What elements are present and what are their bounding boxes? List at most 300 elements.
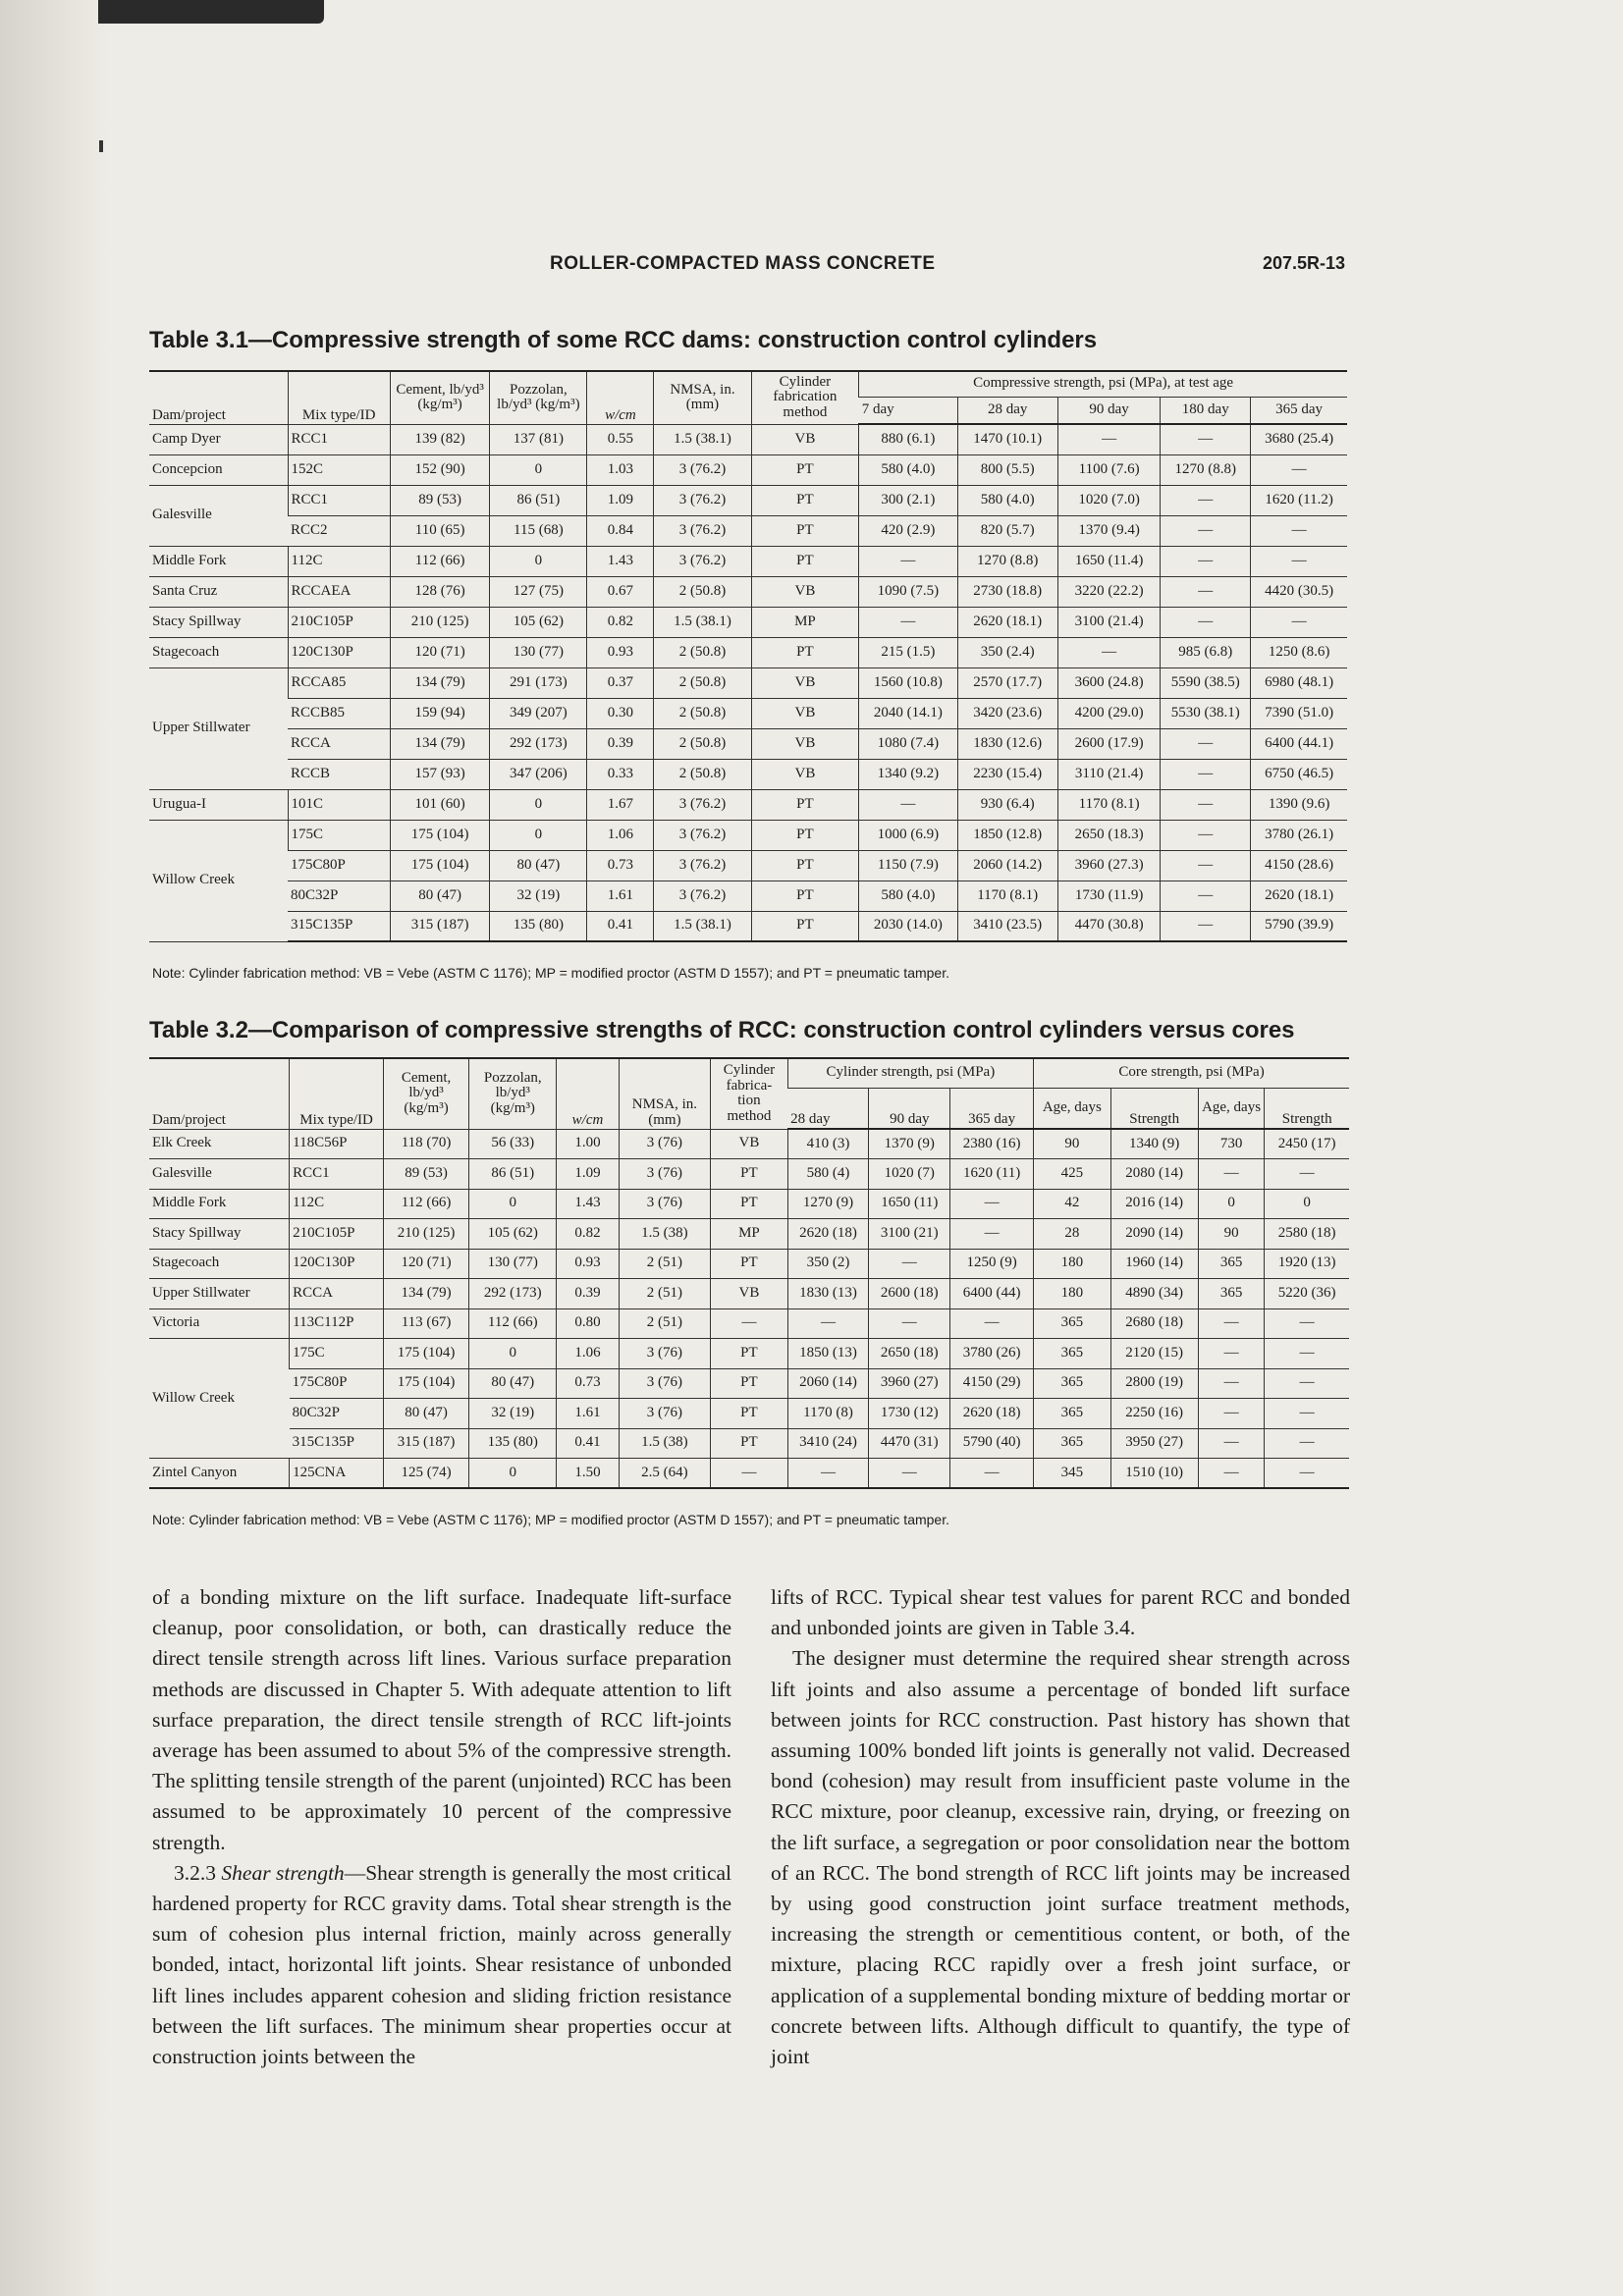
table-cell: 0.73 <box>557 1368 619 1399</box>
table-3-2-note: Note: Cylinder fabrication method: VB = Vebe (ASTM C 1176); MP = modified proctor (ASTM D 1557); and PT = pneumatic tamper. <box>152 1512 949 1527</box>
table-cell: — <box>1265 1339 1349 1369</box>
table-cell: 80C32P <box>288 881 390 911</box>
table-cell: 3600 (24.8) <box>1057 667 1160 698</box>
header-method: Cylinder fabrica- tion method <box>711 1058 787 1129</box>
table-cell: — <box>1265 1459 1349 1489</box>
table-cell: — <box>1161 820 1251 850</box>
table-cell: — <box>787 1308 869 1339</box>
table-cell: — <box>711 1308 787 1339</box>
table-row <box>149 1219 1349 1250</box>
header-method: Cylinder fabrication method <box>751 371 859 424</box>
cell-project: Camp Dyer <box>149 424 288 454</box>
table-3-1-caption: Table 3.1—Compressive strength of some RCC dams: construction control cylinders <box>149 327 1098 353</box>
table-cell: 127 (75) <box>490 576 587 607</box>
cell-project: Galesville <box>149 1159 290 1190</box>
table-cell: 1.61 <box>587 881 654 911</box>
table-cell: 2680 (18) <box>1110 1308 1198 1339</box>
table-row <box>149 1399 1349 1429</box>
header-7day: 7 day <box>859 397 957 424</box>
table-cell: 101 (60) <box>390 789 489 820</box>
table-cell: VB <box>751 667 859 698</box>
table-cell: 4200 (29.0) <box>1057 698 1160 728</box>
table-cell: RCCA <box>288 728 390 759</box>
table-cell: 112C <box>288 546 390 576</box>
table-cell: MP <box>751 607 859 637</box>
table-cell: 0.30 <box>587 698 654 728</box>
table-cell: 3410 (23.5) <box>957 911 1057 941</box>
table-cell: 2800 (19) <box>1110 1368 1198 1399</box>
header-core-age-2: Age, days <box>1198 1088 1265 1129</box>
table-cell: — <box>1198 1159 1265 1190</box>
table-cell: 800 (5.5) <box>957 454 1057 485</box>
table-cell: 0.73 <box>587 850 654 881</box>
table-cell: 125 (74) <box>384 1459 469 1489</box>
table-cell: 210 (125) <box>390 607 489 637</box>
table-cell: 2 (50.8) <box>654 728 751 759</box>
table-cell: — <box>1198 1368 1265 1399</box>
table-cell: 1510 (10) <box>1110 1459 1198 1489</box>
table-cell: 292 (173) <box>469 1279 557 1309</box>
table-cell: 3420 (23.6) <box>957 698 1057 728</box>
table-row <box>149 789 1347 820</box>
table-cell: 0 <box>469 1189 557 1219</box>
table-cell: 1020 (7.0) <box>1057 485 1160 515</box>
table-cell: 139 (82) <box>390 424 489 454</box>
table-cell: 120C130P <box>288 637 390 667</box>
table-cell: 175C80P <box>290 1368 384 1399</box>
cell-project: Willow Creek <box>149 1339 290 1459</box>
table-cell: 2 (51) <box>619 1279 711 1309</box>
table-cell: 1.43 <box>587 546 654 576</box>
table-cell: 1.5 (38.1) <box>654 607 751 637</box>
table-cell: 5220 (36) <box>1265 1279 1349 1309</box>
table-cell: 135 (80) <box>490 911 587 941</box>
table-cell: — <box>869 1249 950 1279</box>
cell-project: Stagecoach <box>149 1249 290 1279</box>
table-cell: 7390 (51.0) <box>1251 698 1347 728</box>
table-cell: 113C112P <box>290 1308 384 1339</box>
table-row <box>149 1159 1349 1190</box>
table-cell: 4150 (28.6) <box>1251 850 1347 881</box>
table-cell: — <box>1198 1399 1265 1429</box>
table-row <box>149 454 1347 485</box>
header-pozzolan: Pozzolan, lb/yd³ (kg/m³) <box>469 1058 557 1129</box>
table-cell: 2600 (17.9) <box>1057 728 1160 759</box>
table-cell: VB <box>751 698 859 728</box>
cell-project: Zintel Canyon <box>149 1459 290 1489</box>
table-row <box>149 667 1347 698</box>
table-cell: 0.82 <box>557 1219 619 1250</box>
table-cell: — <box>859 607 957 637</box>
table-cell: 3 (76) <box>619 1339 711 1369</box>
table-cell: 56 (33) <box>469 1129 557 1159</box>
table-row <box>149 759 1347 789</box>
table-cell: 730 <box>1198 1129 1265 1159</box>
table-cell: PT <box>711 1368 787 1399</box>
cell-project: Victoria <box>149 1308 290 1339</box>
table-cell: 3780 (26.1) <box>1251 820 1347 850</box>
table-cell: — <box>869 1308 950 1339</box>
table-cell: PT <box>711 1189 787 1219</box>
table-cell: PT <box>751 637 859 667</box>
table-cell: 2650 (18.3) <box>1057 820 1160 850</box>
table-cell: 0.84 <box>587 515 654 546</box>
paragraph: of a bonding mixture on the lift surface. Inadequate lift-surface cleanup, poor consolidation, or both, can drastically reduce the direct tensile strength across lift lines. Various surface preparation methods are discussed in Chapter 5. With adequate attention to lift surface preparation, the direct tensile strength of RCC lift-joints average has been assumed to about 5% of the compressive strength. The splitting tensile strength of the parent (unjointed) RCC has been assumed to be approximately 10 percent of the compressive strength. <box>152 1585 731 1854</box>
table-cell: VB <box>751 424 859 454</box>
table-cell: 3220 (22.2) <box>1057 576 1160 607</box>
table-cell: — <box>950 1459 1034 1489</box>
table-cell: 80 (47) <box>490 850 587 881</box>
header-365day: 365 day <box>950 1088 1034 1129</box>
table-cell: 0 <box>469 1339 557 1369</box>
header-180day: 180 day <box>1161 397 1251 424</box>
table-cell: 180 <box>1034 1249 1110 1279</box>
page-number: 207.5R-13 <box>1263 253 1346 273</box>
header-cylinder-group: Cylinder strength, psi (MPa) <box>787 1058 1033 1088</box>
table-cell: 1.5 (38.1) <box>654 424 751 454</box>
table-cell: 1830 (12.6) <box>957 728 1057 759</box>
table-cell: 134 (79) <box>384 1279 469 1309</box>
table-cell: 0.37 <box>587 667 654 698</box>
table-cell: 0.67 <box>587 576 654 607</box>
table-cell: 0 <box>490 454 587 485</box>
table-cell: 210C105P <box>290 1219 384 1250</box>
header-mix-type: Mix type/ID <box>288 371 390 424</box>
table-cell: — <box>859 546 957 576</box>
table-cell: 1470 (10.1) <box>957 424 1057 454</box>
header-wcm: w/cm <box>557 1058 619 1129</box>
section-title: Shear strength <box>221 1860 345 1885</box>
table-cell: 3410 (24) <box>787 1428 869 1459</box>
cell-project: Stagecoach <box>149 637 288 667</box>
table-cell: 130 (77) <box>490 637 587 667</box>
table-cell: RCCB85 <box>288 698 390 728</box>
table-row <box>149 1279 1349 1309</box>
table-cell: 930 (6.4) <box>957 789 1057 820</box>
table-cell: — <box>1161 759 1251 789</box>
table-cell: 985 (6.8) <box>1161 637 1251 667</box>
header-dam-project: Dam/project <box>149 1058 290 1129</box>
table-cell: 4470 (30.8) <box>1057 911 1160 941</box>
table-cell: 315C135P <box>288 911 390 941</box>
cell-project: Middle Fork <box>149 1189 290 1219</box>
table-3-1 <box>149 370 1347 942</box>
table-cell: 137 (81) <box>490 424 587 454</box>
table-cell: 120 (71) <box>384 1249 469 1279</box>
table-cell: 1020 (7) <box>869 1159 950 1190</box>
table-cell: 1250 (8.6) <box>1251 637 1347 667</box>
table-cell: 175C <box>290 1339 384 1369</box>
table-cell: 210 (125) <box>384 1219 469 1250</box>
table-cell: — <box>1161 546 1251 576</box>
table-cell: 112C <box>290 1189 384 1219</box>
table-cell: 2 (50.8) <box>654 667 751 698</box>
table-cell: 580 (4.0) <box>859 881 957 911</box>
cell-project: Middle Fork <box>149 546 288 576</box>
table-cell: — <box>1161 515 1251 546</box>
table-cell: RCCB <box>288 759 390 789</box>
table-cell: 4890 (34) <box>1110 1279 1198 1309</box>
table-cell: 0 <box>490 789 587 820</box>
table-cell: 1650 (11.4) <box>1057 546 1160 576</box>
table-cell: 1250 (9) <box>950 1249 1034 1279</box>
table-cell: 1.09 <box>587 485 654 515</box>
header-core-age: Age, days <box>1034 1088 1110 1129</box>
table-row <box>149 424 1347 454</box>
table-cell: PT <box>751 789 859 820</box>
table-cell: 365 <box>1198 1249 1265 1279</box>
table-cell: — <box>859 789 957 820</box>
table-cell: 175 (104) <box>390 850 489 881</box>
table-cell: — <box>1265 1399 1349 1429</box>
table-cell: PT <box>751 454 859 485</box>
header-28day: 28 day <box>957 397 1057 424</box>
table-cell: 365 <box>1198 1279 1265 1309</box>
table-cell: 42 <box>1034 1189 1110 1219</box>
table-cell: 1340 (9.2) <box>859 759 957 789</box>
table-cell: 113 (67) <box>384 1308 469 1339</box>
table-cell: 2650 (18) <box>869 1339 950 1369</box>
table-cell: 5790 (39.9) <box>1251 911 1347 941</box>
table-cell: 1150 (7.9) <box>859 850 957 881</box>
table-cell: 2 (51) <box>619 1249 711 1279</box>
table-cell: 580 (4) <box>787 1159 869 1190</box>
table-cell: 3 (76) <box>619 1129 711 1159</box>
table-cell: 2230 (15.4) <box>957 759 1057 789</box>
cell-project: Galesville <box>149 485 288 546</box>
table-cell: 1650 (11) <box>869 1189 950 1219</box>
table-cell: 80C32P <box>290 1399 384 1429</box>
header-nmsa: NMSA, in. (mm) <box>619 1058 711 1129</box>
table-cell: 1.06 <box>557 1339 619 1369</box>
header-28day: 28 day <box>787 1088 869 1129</box>
table-cell: — <box>1251 515 1347 546</box>
table-cell: 2380 (16) <box>950 1129 1034 1159</box>
table-cell: 1620 (11.2) <box>1251 485 1347 515</box>
table-cell: 1000 (6.9) <box>859 820 957 850</box>
table-cell: 3780 (26) <box>950 1339 1034 1369</box>
table-cell: VB <box>751 576 859 607</box>
table-cell: 1.5 (38) <box>619 1428 711 1459</box>
table-cell: 1.5 (38.1) <box>654 911 751 941</box>
header-core-strength-2: Strength <box>1265 1088 1349 1129</box>
table-cell: 2620 (18) <box>787 1219 869 1250</box>
table-cell: 89 (53) <box>390 485 489 515</box>
table-cell: 6400 (44) <box>950 1279 1034 1309</box>
table-cell: 215 (1.5) <box>859 637 957 667</box>
paragraph <box>152 1858 731 2072</box>
table-cell: — <box>1251 546 1347 576</box>
table-cell: 2060 (14) <box>787 1368 869 1399</box>
table-cell: 3680 (25.4) <box>1251 424 1347 454</box>
table-cell: 125CNA <box>290 1459 384 1489</box>
cell-project: Upper Stillwater <box>149 667 288 789</box>
table-cell: MP <box>711 1219 787 1250</box>
header-mix-type: Mix type/ID <box>290 1058 384 1129</box>
table-cell: 118C56P <box>290 1129 384 1159</box>
table-cell: 80 (47) <box>384 1399 469 1429</box>
table-row <box>149 1129 1349 1159</box>
table-cell: — <box>1198 1428 1265 1459</box>
table-cell: VB <box>711 1279 787 1309</box>
table-cell: 110 (65) <box>390 515 489 546</box>
table-cell: 1270 (9) <box>787 1189 869 1219</box>
table-cell: 157 (93) <box>390 759 489 789</box>
table-cell: 2620 (18.1) <box>957 607 1057 637</box>
table-cell: 134 (79) <box>390 667 489 698</box>
table-cell: 1170 (8.1) <box>1057 789 1160 820</box>
table-3-2-caption: Table 3.2—Comparison of compressive strengths of RCC: construction control cylinders versus cores <box>149 1017 1295 1043</box>
header-pozzolan: Pozzolan, lb/yd³ (kg/m³) <box>490 371 587 424</box>
table-cell: 1370 (9.4) <box>1057 515 1160 546</box>
section-number: 3.2.3 <box>174 1860 222 1885</box>
table-cell: 175C <box>288 820 390 850</box>
table-cell: — <box>1251 454 1347 485</box>
table-cell: 315 (187) <box>384 1428 469 1459</box>
table-cell: — <box>1161 576 1251 607</box>
table-row <box>149 637 1347 667</box>
table-cell: 0.41 <box>557 1428 619 1459</box>
table-cell: 105 (62) <box>490 607 587 637</box>
cell-project: Upper Stillwater <box>149 1279 290 1309</box>
table-cell: RCCA <box>290 1279 384 1309</box>
table-row <box>149 1368 1349 1399</box>
table-cell: 880 (6.1) <box>859 424 957 454</box>
table-cell: RCCAEA <box>288 576 390 607</box>
table-cell: 28 <box>1034 1219 1110 1250</box>
table-cell: — <box>1161 850 1251 881</box>
table-cell: VB <box>711 1129 787 1159</box>
table-cell: PT <box>751 515 859 546</box>
header-365day: 365 day <box>1251 397 1347 424</box>
table-cell: PT <box>711 1428 787 1459</box>
header-dam-project: Dam/project <box>149 371 288 424</box>
table-cell: PT <box>751 546 859 576</box>
table-cell: 1.67 <box>587 789 654 820</box>
table-cell: 2016 (14) <box>1110 1189 1198 1219</box>
table-cell: 175 (104) <box>390 820 489 850</box>
table-cell: 101C <box>288 789 390 820</box>
table-cell: 3 (76.2) <box>654 820 751 850</box>
table-cell: — <box>1265 1159 1349 1190</box>
table-row <box>149 881 1347 911</box>
table-cell: — <box>950 1189 1034 1219</box>
table-cell: 3100 (21.4) <box>1057 607 1160 637</box>
table-cell: 820 (5.7) <box>957 515 1057 546</box>
table-cell: — <box>787 1459 869 1489</box>
table-cell: 4470 (31) <box>869 1428 950 1459</box>
table-cell: 2620 (18.1) <box>1251 881 1347 911</box>
table-cell: 0.39 <box>587 728 654 759</box>
table-row <box>149 1428 1349 1459</box>
table-cell: 0.33 <box>587 759 654 789</box>
table-cell: 1340 (9) <box>1110 1129 1198 1159</box>
table-cell: 1830 (13) <box>787 1279 869 1309</box>
table-cell: 1850 (12.8) <box>957 820 1057 850</box>
header-strength-group: Compressive strength, psi (MPa), at test age <box>859 371 1347 397</box>
table-cell: 2090 (14) <box>1110 1219 1198 1250</box>
paragraph: The designer must determine the required shear strength across lift joints and also assume a percentage of bonded lift surface between joints for RCC construction. Past history has shown that assuming 100% bonded lift joints is generally not valid. Decreased bond (cohesion) may result from insufficient paste volume in the RCC mixture, poor cleanup, excessive rain, drying, or freezing on the lift surface, a segregation or poor consolidation near the bottom of an RCC. The bond strength of RCC lift joints may be increased by using good construction joint surface treatment methods, increasing the strength or cementitious content, or both, of the mixture, placing RCC rapidly over a fresh joint surface, or application of a supplemental bonding mixture of bedding mortar or concrete between lifts. Although difficult to quantify, the type of joint <box>771 1646 1350 2069</box>
table-cell: — <box>1198 1308 1265 1339</box>
table-row <box>149 1308 1349 1339</box>
table-cell: 1920 (13) <box>1265 1249 1349 1279</box>
table-cell: — <box>1057 637 1160 667</box>
table-cell: 1960 (14) <box>1110 1249 1198 1279</box>
cell-project: Santa Cruz <box>149 576 288 607</box>
table-cell: 5530 (38.1) <box>1161 698 1251 728</box>
table-cell: 0.41 <box>587 911 654 941</box>
table-cell: RCC1 <box>288 424 390 454</box>
table-cell: 300 (2.1) <box>859 485 957 515</box>
table-cell: 315 (187) <box>390 911 489 941</box>
left-column <box>152 1582 731 2072</box>
table-cell: 2080 (14) <box>1110 1159 1198 1190</box>
table-cell: 291 (173) <box>490 667 587 698</box>
table-cell: 410 (3) <box>787 1129 869 1159</box>
table-cell: 0.93 <box>587 637 654 667</box>
table-row <box>149 1249 1349 1279</box>
table-cell: 159 (94) <box>390 698 489 728</box>
table-cell: 2730 (18.8) <box>957 576 1057 607</box>
table-cell: 120 (71) <box>390 637 489 667</box>
cell-project: Stacy Spillway <box>149 607 288 637</box>
table-cell: 80 (47) <box>469 1368 557 1399</box>
table-cell: 2060 (14.2) <box>957 850 1057 881</box>
scan-mark <box>99 140 103 152</box>
table-cell: 2580 (18) <box>1265 1219 1349 1250</box>
scan-shadow <box>0 0 108 2296</box>
cell-project: Urugua-I <box>149 789 288 820</box>
table-cell: — <box>869 1459 950 1489</box>
table-cell: 112 (66) <box>384 1189 469 1219</box>
table-cell: 0.39 <box>557 1279 619 1309</box>
header-90day: 90 day <box>1057 397 1160 424</box>
table-cell: 118 (70) <box>384 1129 469 1159</box>
paragraph: lifts of RCC. Typical shear test values for parent RCC and bonded and unbonded joints are given in Table 3.4. <box>771 1585 1350 1640</box>
table-cell: 6400 (44.1) <box>1251 728 1347 759</box>
table-cell: — <box>1265 1368 1349 1399</box>
table-cell: — <box>711 1459 787 1489</box>
table-cell: 1730 (11.9) <box>1057 881 1160 911</box>
table-row <box>149 1459 1349 1489</box>
table-cell: 347 (206) <box>490 759 587 789</box>
table-cell: 5590 (38.5) <box>1161 667 1251 698</box>
table-cell: PT <box>711 1399 787 1429</box>
table-row <box>149 515 1347 546</box>
table-cell: 1620 (11) <box>950 1159 1034 1190</box>
table-cell: 3 (76) <box>619 1399 711 1429</box>
table-cell: — <box>950 1308 1034 1339</box>
table-row <box>149 1339 1349 1369</box>
table-cell: 90 <box>1198 1219 1265 1250</box>
right-column <box>771 1582 1350 2072</box>
table-cell: 349 (207) <box>490 698 587 728</box>
table-cell: 2620 (18) <box>950 1399 1034 1429</box>
table-cell: 3 (76.2) <box>654 485 751 515</box>
table-cell: 2 (50.8) <box>654 576 751 607</box>
table-cell: 2040 (14.1) <box>859 698 957 728</box>
table-cell: — <box>1161 607 1251 637</box>
table-cell: 365 <box>1034 1368 1110 1399</box>
table-cell: 3 (76) <box>619 1159 711 1190</box>
table-cell: — <box>1057 424 1160 454</box>
table-cell: PT <box>711 1339 787 1369</box>
table-row <box>149 576 1347 607</box>
table-cell: 0.93 <box>557 1249 619 1279</box>
header-wcm: w/cm <box>587 371 654 424</box>
table-row <box>149 1189 1349 1219</box>
table-cell: 1850 (13) <box>787 1339 869 1369</box>
